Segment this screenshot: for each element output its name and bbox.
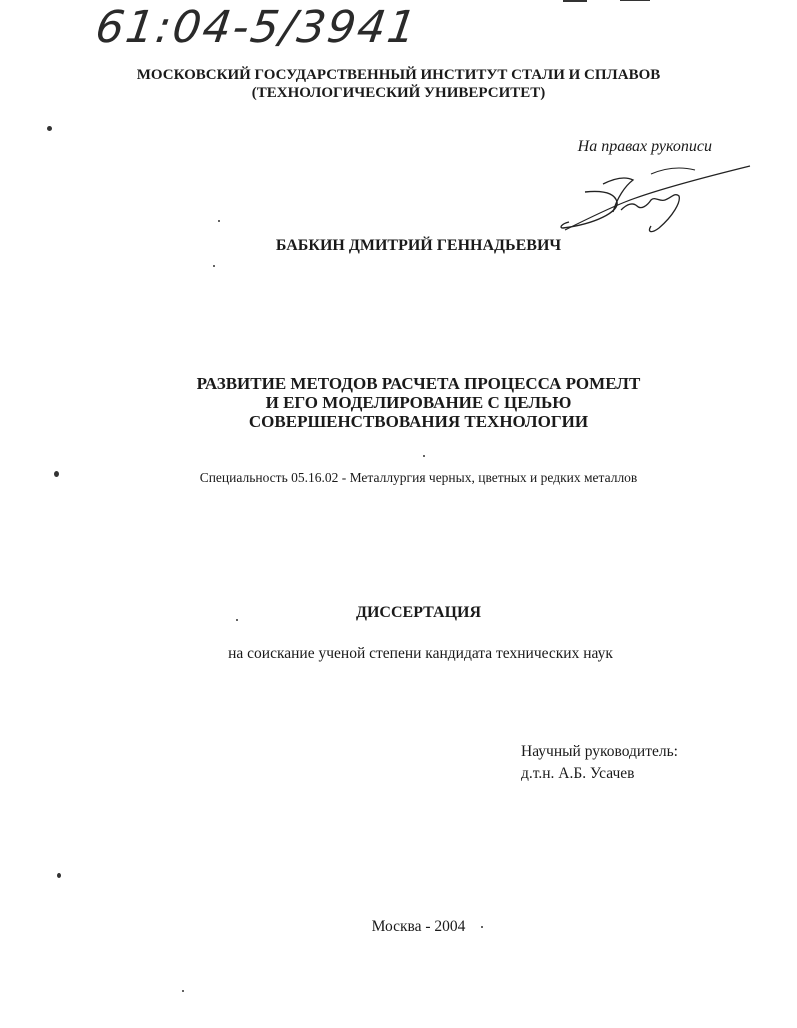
rights-note: На правах рукописи — [577, 138, 712, 155]
degree-line: на соискание ученой степени кандидата технических наук — [228, 645, 613, 662]
scan-speck — [481, 926, 483, 928]
supervisor-name: д.т.н. А.Б. Усачев — [521, 765, 635, 782]
specialty-line: Специальность 05.16.02 - Металлургия черных, цветных и редких металлов — [199, 470, 638, 485]
scan-speck — [620, 0, 650, 1]
institute-header — [0, 66, 797, 102]
scan-speck — [47, 126, 52, 131]
author-name: БАБКИН ДМИТРИЙ ГЕННАДЬЕВИЧ — [275, 237, 562, 254]
city-year: Москва - 2004 — [371, 918, 466, 935]
dissertation-title — [0, 374, 797, 431]
scan-speck — [54, 471, 59, 477]
institute-subtitle: (ТЕХНОЛОГИЧЕСКИЙ УНИВЕРСИТЕТ) — [251, 85, 546, 101]
title-line-2: И ЕГО МОДЕЛИРОВАНИЕ С ЦЕЛЬЮ — [265, 393, 572, 412]
scan-speck — [236, 619, 238, 621]
title-line-1: РАЗВИТИЕ МЕТОДОВ РАСЧЕТА ПРОЦЕССА РОМЕЛТ — [196, 374, 641, 393]
institute-name: МОСКОВСКИЙ ГОСУДАРСТВЕННЫЙ ИНСТИТУТ СТАЛИ И СПЛАВОВ — [136, 67, 661, 83]
supervisor-block — [521, 741, 678, 785]
supervisor-label: Научный руководитель: — [521, 743, 678, 760]
document-type: ДИССЕРТАЦИЯ — [355, 604, 482, 621]
handwritten-catalog-number: 61:04-5/3941 — [92, 2, 422, 53]
scan-speck — [218, 220, 220, 222]
scan-speck — [57, 873, 61, 878]
scan-speck — [182, 990, 184, 992]
handwritten-signature — [555, 162, 755, 240]
title-line-3: СОВЕРШЕНСТВОВАНИЯ ТЕХНОЛОГИИ — [248, 412, 589, 431]
signature-text: Бабкин — [617, 209, 625, 211]
scan-speck — [213, 265, 215, 267]
scan-speck — [563, 0, 587, 2]
scan-speck — [423, 455, 425, 457]
